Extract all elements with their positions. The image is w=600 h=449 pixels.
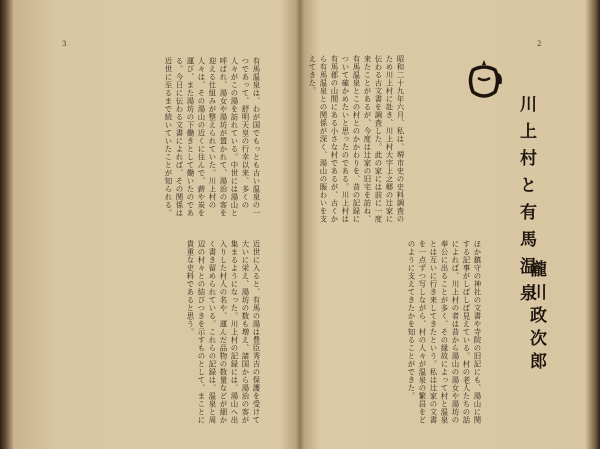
- article-title: 川上村と有馬温泉: [516, 95, 536, 311]
- right-page-top-text: 昭和二十九年六月、私は、堺市史の史料調査のため川上村に赴き、川上村大字上之郷の辻家に伝わる古文書を調査した。此の家には前に一度来たことがあるが、今度は辻家の旧宅を訪ね、有馬温泉とこの村とのかかわりを、昔の記録について確かめたいと思ったのである。川上村は有馬郡の山間にある小さな村であるが、古くから有馬温泉との関係が深く、湯山の賑わいを支えてきた。: [308, 55, 405, 223]
- article-author: 瀧川政次郎: [526, 260, 546, 375]
- page-number-left: 3: [62, 40, 67, 48]
- left-page-bottom-text: 近世に入ると、有馬の湯は豊臣秀吉の保護を受けて大いに栄え、湯坊の数も増え、諸国から湯治の客が集まるようになった。川上村の記録には、湯山へ出入りした村人の名や、運んだ品物の数量などが細かく書き留められている。これらの記録は、温泉と周辺の村々との結びつきを示すものとして、まことに貴重な史料であると思う。: [186, 240, 261, 424]
- kettle-emblem-icon: [464, 56, 504, 102]
- left-page-top-text: 有馬温泉は、わが国でもっとも古い温泉の一つであって、舒明天皇の行幸以来、多くの人々がこの湯を訪れている。中世には湯山と呼ばれ、湯女や湯坊が置かれて、湯治の客を迎える仕組みが整えられていた。川上村の人々は、その湯山の近くに住んで、薪や炭を運び、また湯坊の下働きとして働いたのである。今日に伝わる文書によれば、その関係は近世に至るまで続いていたことが知られる。: [164, 57, 261, 217]
- right-page: [300, 0, 600, 449]
- page-number-right: 2: [537, 40, 542, 48]
- right-page-bottom-text: ほか鎮守の神社の文書や寺院の旧記にも、湯山に関する記事がしばしば見えている。村の老人たちの話によれば、川上村の者は昔から湯山の湯女や湯坊の奉公に出ることが多く、その縁故によって村と温泉とは互いに行き来してきたという。私は辻家の文書を一点ずつ写しながら、村の人々が温泉の繁昌をどのように支えてきたかを知ることができた。: [407, 240, 482, 424]
